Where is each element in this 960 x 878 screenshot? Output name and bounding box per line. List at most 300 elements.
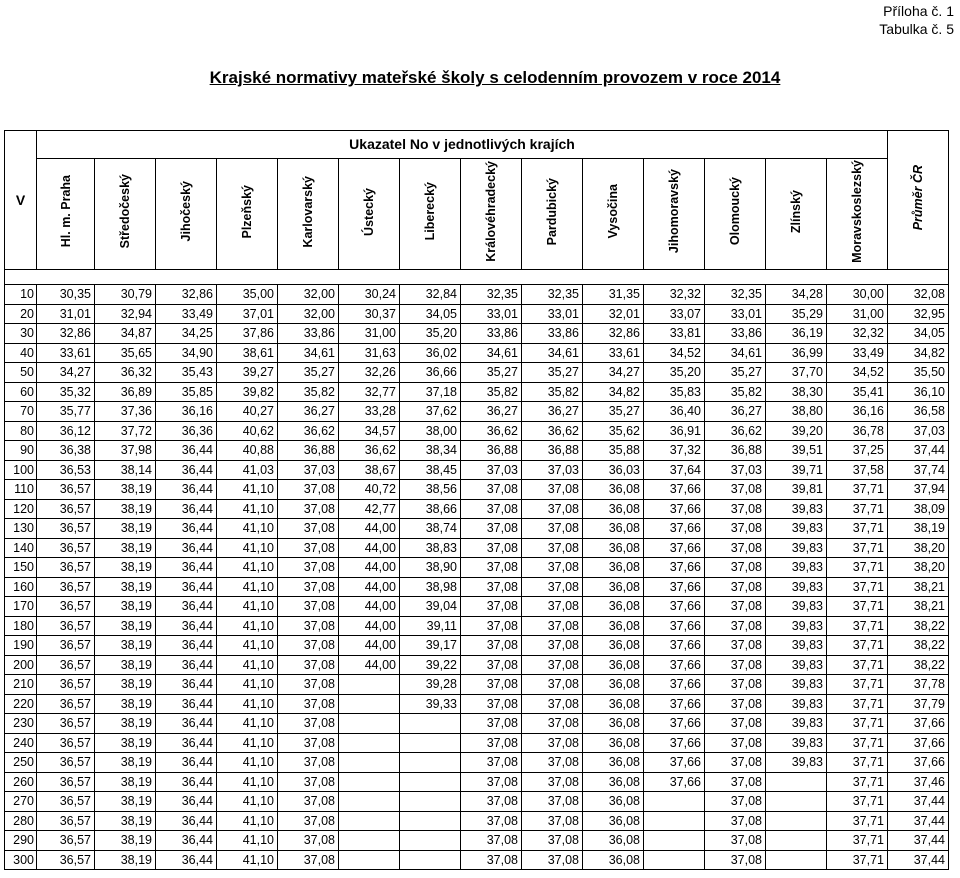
- table-cell: 36,44: [156, 636, 217, 656]
- table-cell: 37,08: [278, 519, 339, 539]
- table-cell: 34,61: [705, 343, 766, 363]
- table-cell: 35,29: [766, 304, 827, 324]
- table-cell: 35,41: [827, 382, 888, 402]
- spacer-cell: [644, 270, 705, 285]
- table-cell: [339, 772, 400, 792]
- table-cell: 37,71: [827, 850, 888, 870]
- table-cell: 39,81: [766, 480, 827, 500]
- table-cell: 36,44: [156, 733, 217, 753]
- table-cell: 37,71: [827, 577, 888, 597]
- table-cell: 36,88: [522, 441, 583, 461]
- table-cell: 36,57: [37, 733, 95, 753]
- table-cell: 36,44: [156, 772, 217, 792]
- table-cell: 37,08: [278, 831, 339, 851]
- table-cell: 37,08: [461, 753, 522, 773]
- table-cell: 36,44: [156, 850, 217, 870]
- v-value-cell: 20: [5, 304, 37, 324]
- table-cell: 39,33: [400, 694, 461, 714]
- table-cell: 38,61: [217, 343, 278, 363]
- table-cell: 39,83: [766, 538, 827, 558]
- table-cell: 34,28: [766, 285, 827, 305]
- table-cell: 36,08: [583, 616, 644, 636]
- table-cell: 37,08: [522, 655, 583, 675]
- table-cell: 37,08: [705, 850, 766, 870]
- table-cell: 32,86: [37, 324, 95, 344]
- table-cell: 35,65: [95, 343, 156, 363]
- table-cell: 36,08: [583, 811, 644, 831]
- table-cell: 37,71: [827, 655, 888, 675]
- table-cell: 36,78: [827, 421, 888, 441]
- table-cell: 37,03: [278, 460, 339, 480]
- table-cell: 38,19: [95, 714, 156, 734]
- table-cell: 32,08: [888, 285, 949, 305]
- table-cell: 39,11: [400, 616, 461, 636]
- table-cell: 37,79: [888, 694, 949, 714]
- table-cell: 37,66: [644, 519, 705, 539]
- v-value-cell: 300: [5, 850, 37, 870]
- table-cell: 36,53: [37, 460, 95, 480]
- table-row: [5, 811, 949, 831]
- table-cell: 34,05: [888, 324, 949, 344]
- attachment-label: [879, 2, 954, 38]
- table-cell: 38,66: [400, 499, 461, 519]
- table-cell: 38,56: [400, 480, 461, 500]
- column-header: [583, 159, 644, 270]
- table-cell: 41,10: [217, 616, 278, 636]
- table-cell: 39,83: [766, 655, 827, 675]
- table-cell: 39,83: [766, 675, 827, 695]
- table-cell: 36,08: [583, 538, 644, 558]
- column-header-label: Liberecký: [423, 182, 437, 241]
- table-cell: 33,01: [522, 304, 583, 324]
- table-cell: 34,05: [400, 304, 461, 324]
- table-cell: 37,08: [461, 811, 522, 831]
- table-cell: 37,08: [705, 792, 766, 812]
- table-cell: 41,10: [217, 714, 278, 734]
- v-value-cell: 80: [5, 421, 37, 441]
- table-cell: 34,52: [827, 363, 888, 383]
- table-cell: 36,44: [156, 558, 217, 578]
- table-row: [5, 831, 949, 851]
- table-cell: 38,19: [95, 519, 156, 539]
- table-cell: [644, 850, 705, 870]
- table-cell: 37,62: [400, 402, 461, 422]
- table-cell: 35,77: [37, 402, 95, 422]
- table-cell: 37,98: [95, 441, 156, 461]
- v-value-cell: 110: [5, 480, 37, 500]
- table-row: [5, 460, 949, 480]
- v-value-cell: 230: [5, 714, 37, 734]
- table-cell: [400, 850, 461, 870]
- table-cell: 36,57: [37, 831, 95, 851]
- table-cell: [400, 792, 461, 812]
- table-cell: 37,44: [888, 792, 949, 812]
- table-cell: 37,08: [522, 714, 583, 734]
- table-cell: 34,27: [37, 363, 95, 383]
- table-cell: 38,20: [888, 538, 949, 558]
- table-cell: [766, 792, 827, 812]
- v-value-cell: 150: [5, 558, 37, 578]
- table-cell: 37,08: [522, 480, 583, 500]
- table-cell: 37,08: [522, 772, 583, 792]
- table-cell: 37,66: [644, 616, 705, 636]
- table-cell: 41,10: [217, 811, 278, 831]
- table-row: [5, 675, 949, 695]
- group-header: Ukazatel No v jednotlivých krajích: [37, 131, 888, 159]
- table-cell: 37,66: [644, 558, 705, 578]
- table-row: [5, 421, 949, 441]
- table-cell: 37,08: [522, 597, 583, 617]
- v-value-cell: 140: [5, 538, 37, 558]
- table-cell: 37,66: [644, 753, 705, 773]
- table-cell: 37,71: [827, 694, 888, 714]
- table-cell: 39,83: [766, 753, 827, 773]
- table-cell: 37,71: [827, 616, 888, 636]
- table-cell: 36,57: [37, 655, 95, 675]
- table-cell: 36,57: [37, 753, 95, 773]
- table-cell: 36,19: [766, 324, 827, 344]
- table-cell: 37,36: [95, 402, 156, 422]
- table-number: Tabulka č. 5: [879, 21, 954, 37]
- table-cell: 32,32: [827, 324, 888, 344]
- table-row: [5, 363, 949, 383]
- table-cell: 36,58: [888, 402, 949, 422]
- table-cell: 37,08: [278, 772, 339, 792]
- table-cell: 37,70: [766, 363, 827, 383]
- column-header: [522, 159, 583, 270]
- table-cell: 41,10: [217, 831, 278, 851]
- table-cell: 36,44: [156, 811, 217, 831]
- table-cell: 37,64: [644, 460, 705, 480]
- column-header: [217, 159, 278, 270]
- table-cell: 38,19: [95, 558, 156, 578]
- table-cell: 36,08: [583, 714, 644, 734]
- table-cell: 36,08: [583, 772, 644, 792]
- column-header-label: Olomoucký: [728, 177, 742, 246]
- v-value-cell: 270: [5, 792, 37, 812]
- table-cell: 38,21: [888, 597, 949, 617]
- table-cell: 37,08: [522, 811, 583, 831]
- table-cell: 36,44: [156, 538, 217, 558]
- table-cell: 38,67: [339, 460, 400, 480]
- table-cell: 37,08: [522, 519, 583, 539]
- table-cell: [400, 753, 461, 773]
- table-row: [5, 304, 949, 324]
- v-value-cell: 190: [5, 636, 37, 656]
- table-cell: 36,08: [583, 792, 644, 812]
- table-cell: [644, 831, 705, 851]
- table-cell: 34,61: [278, 343, 339, 363]
- table-cell: 36,62: [705, 421, 766, 441]
- column-header-label: Zlínský: [789, 189, 803, 234]
- table-cell: 37,94: [888, 480, 949, 500]
- table-cell: 36,66: [400, 363, 461, 383]
- table-cell: 32,35: [522, 285, 583, 305]
- table-cell: 39,83: [766, 499, 827, 519]
- v-value-cell: 200: [5, 655, 37, 675]
- table-cell: 41,10: [217, 519, 278, 539]
- table-cell: 36,08: [583, 597, 644, 617]
- table-cell: 38,19: [95, 831, 156, 851]
- table-cell: 37,03: [461, 460, 522, 480]
- column-header-label: Hl. m. Praha: [58, 175, 73, 248]
- table-cell: 34,61: [522, 343, 583, 363]
- table-cell: 40,88: [217, 441, 278, 461]
- table-cell: 37,66: [644, 577, 705, 597]
- table-cell: 35,88: [583, 441, 644, 461]
- table-cell: 30,35: [37, 285, 95, 305]
- v-value-cell: 70: [5, 402, 37, 422]
- table-cell: 41,10: [217, 538, 278, 558]
- table-cell: 36,88: [705, 441, 766, 461]
- table-cell: 33,49: [156, 304, 217, 324]
- table-cell: 36,57: [37, 519, 95, 539]
- table-cell: 38,20: [888, 558, 949, 578]
- table-cell: 36,57: [37, 714, 95, 734]
- spacer-cell: [827, 270, 888, 285]
- table-cell: 32,32: [644, 285, 705, 305]
- table-cell: 36,44: [156, 519, 217, 539]
- table-cell: 41,10: [217, 577, 278, 597]
- table-cell: 36,12: [37, 421, 95, 441]
- v-value-cell: 260: [5, 772, 37, 792]
- table-cell: 36,16: [156, 402, 217, 422]
- table-cell: 37,08: [278, 499, 339, 519]
- table-cell: 36,08: [583, 694, 644, 714]
- table-cell: 40,72: [339, 480, 400, 500]
- table-cell: 39,04: [400, 597, 461, 617]
- table-cell: 36,99: [766, 343, 827, 363]
- table-cell: 36,08: [583, 831, 644, 851]
- table-cell: 39,83: [766, 694, 827, 714]
- table-cell: 36,57: [37, 480, 95, 500]
- table-cell: 38,14: [95, 460, 156, 480]
- v-value-cell: 240: [5, 733, 37, 753]
- table-cell: [339, 811, 400, 831]
- table-cell: 41,10: [217, 636, 278, 656]
- table-cell: 41,10: [217, 694, 278, 714]
- column-header-label: Průměr ČR: [911, 164, 925, 231]
- table-cell: 37,71: [827, 519, 888, 539]
- table-cell: 32,94: [95, 304, 156, 324]
- table-cell: 41,10: [217, 675, 278, 695]
- table-cell: 36,62: [278, 421, 339, 441]
- table-cell: 37,32: [644, 441, 705, 461]
- column-header: [644, 159, 705, 270]
- table-cell: 35,43: [156, 363, 217, 383]
- table-cell: 37,08: [278, 597, 339, 617]
- table-cell: 30,24: [339, 285, 400, 305]
- table-cell: 44,00: [339, 577, 400, 597]
- table-cell: [644, 792, 705, 812]
- table-cell: 35,27: [705, 363, 766, 383]
- table-cell: 41,10: [217, 597, 278, 617]
- table-cell: 36,57: [37, 772, 95, 792]
- spacer-cell: [583, 270, 644, 285]
- spacer-cell: [95, 270, 156, 285]
- table-cell: 36,08: [583, 519, 644, 539]
- table-cell: 38,45: [400, 460, 461, 480]
- table-cell: 37,03: [705, 460, 766, 480]
- table-cell: 36,57: [37, 538, 95, 558]
- table-cell: 38,90: [400, 558, 461, 578]
- table-cell: 37,08: [705, 597, 766, 617]
- table-row: [5, 714, 949, 734]
- table-cell: 34,82: [888, 343, 949, 363]
- table-cell: 38,19: [95, 597, 156, 617]
- table-cell: 37,03: [888, 421, 949, 441]
- table-cell: [400, 811, 461, 831]
- table-row: [5, 597, 949, 617]
- table-cell: 37,44: [888, 811, 949, 831]
- table-cell: 39,22: [400, 655, 461, 675]
- table-cell: 37,08: [705, 753, 766, 773]
- v-value-cell: 250: [5, 753, 37, 773]
- column-header: [766, 159, 827, 270]
- table-cell: 36,88: [461, 441, 522, 461]
- table-cell: 35,27: [278, 363, 339, 383]
- table-cell: [766, 850, 827, 870]
- table-cell: 32,00: [278, 304, 339, 324]
- table-cell: 37,08: [461, 733, 522, 753]
- table-cell: 41,10: [217, 558, 278, 578]
- table-cell: 37,66: [888, 753, 949, 773]
- table-cell: 37,08: [461, 714, 522, 734]
- table-cell: 41,10: [217, 733, 278, 753]
- table-cell: 36,08: [583, 850, 644, 870]
- table-cell: 37,08: [461, 577, 522, 597]
- table-cell: 36,57: [37, 811, 95, 831]
- table-cell: 37,66: [888, 733, 949, 753]
- table-cell: 38,30: [766, 382, 827, 402]
- table-cell: 36,03: [583, 460, 644, 480]
- table-cell: 38,19: [95, 753, 156, 773]
- table-cell: 38,19: [888, 519, 949, 539]
- table-row: [5, 753, 949, 773]
- table-cell: 39,51: [766, 441, 827, 461]
- table-cell: 44,00: [339, 616, 400, 636]
- table-cell: 35,83: [644, 382, 705, 402]
- table-cell: 36,57: [37, 636, 95, 656]
- table-cell: 41,10: [217, 792, 278, 812]
- table-cell: 39,83: [766, 616, 827, 636]
- table-cell: 36,44: [156, 597, 217, 617]
- table-cell: 37,08: [278, 850, 339, 870]
- table-cell: 37,08: [461, 850, 522, 870]
- table-cell: 39,83: [766, 636, 827, 656]
- table-cell: 36,27: [278, 402, 339, 422]
- table-cell: 32,35: [461, 285, 522, 305]
- table-cell: 37,25: [827, 441, 888, 461]
- table-cell: 36,27: [461, 402, 522, 422]
- table-cell: 38,34: [400, 441, 461, 461]
- table-cell: 37,08: [278, 811, 339, 831]
- v-header: V: [5, 131, 37, 270]
- table-cell: 36,08: [583, 733, 644, 753]
- column-header-label: Královéhradecký: [484, 161, 498, 262]
- v-value-cell: 90: [5, 441, 37, 461]
- average-header: [888, 131, 949, 270]
- table-cell: 37,08: [278, 655, 339, 675]
- table-cell: 37,08: [522, 792, 583, 812]
- table-cell: 33,61: [583, 343, 644, 363]
- table-row: [5, 772, 949, 792]
- table-cell: 37,08: [278, 538, 339, 558]
- table-cell: 37,46: [888, 772, 949, 792]
- table-cell: 37,08: [461, 636, 522, 656]
- v-value-cell: 50: [5, 363, 37, 383]
- spacer-cell: [278, 270, 339, 285]
- table-cell: 35,27: [461, 363, 522, 383]
- column-header-label: Karlovarský: [301, 175, 315, 248]
- table-cell: 41,10: [217, 850, 278, 870]
- table-cell: 36,10: [888, 382, 949, 402]
- table-cell: 37,71: [827, 772, 888, 792]
- spacer-row: [5, 270, 949, 285]
- table-cell: 32,77: [339, 382, 400, 402]
- table-cell: 37,08: [705, 655, 766, 675]
- table-cell: 37,44: [888, 850, 949, 870]
- table-cell: 38,19: [95, 694, 156, 714]
- table-cell: 36,44: [156, 499, 217, 519]
- table-cell: [400, 733, 461, 753]
- v-value-cell: 60: [5, 382, 37, 402]
- table-row: [5, 382, 949, 402]
- table-cell: [766, 772, 827, 792]
- table-cell: 37,08: [522, 733, 583, 753]
- table-cell: 37,08: [522, 694, 583, 714]
- table-cell: 36,57: [37, 597, 95, 617]
- table-cell: 36,36: [156, 421, 217, 441]
- table-cell: 37,66: [644, 714, 705, 734]
- table-cell: 36,08: [583, 675, 644, 695]
- table-cell: 36,27: [522, 402, 583, 422]
- table-cell: 37,08: [705, 538, 766, 558]
- table-cell: 37,18: [400, 382, 461, 402]
- column-header: [37, 159, 95, 270]
- table-cell: [644, 811, 705, 831]
- table-row: [5, 792, 949, 812]
- table-cell: 38,19: [95, 772, 156, 792]
- table-cell: 36,91: [644, 421, 705, 441]
- normatives-table: [4, 130, 949, 870]
- table-cell: 38,00: [400, 421, 461, 441]
- table-cell: 37,08: [705, 675, 766, 695]
- table-cell: 36,44: [156, 441, 217, 461]
- table-cell: 35,85: [156, 382, 217, 402]
- table-row: [5, 850, 949, 870]
- table-cell: 36,88: [278, 441, 339, 461]
- table-cell: 36,44: [156, 675, 217, 695]
- table-cell: 33,61: [37, 343, 95, 363]
- table-cell: 36,89: [95, 382, 156, 402]
- table-cell: 39,83: [766, 558, 827, 578]
- table-cell: 37,08: [461, 519, 522, 539]
- table-cell: [339, 850, 400, 870]
- table-cell: 33,07: [644, 304, 705, 324]
- table-cell: 30,79: [95, 285, 156, 305]
- v-value-cell: 180: [5, 616, 37, 636]
- table-cell: 34,57: [339, 421, 400, 441]
- column-header-label: Jihočeský: [179, 181, 193, 242]
- table-row: [5, 616, 949, 636]
- column-header: [156, 159, 217, 270]
- attachment-number: Příloha č. 1: [883, 3, 954, 19]
- table-cell: 37,66: [644, 772, 705, 792]
- table-cell: 38,21: [888, 577, 949, 597]
- table-row: [5, 441, 949, 461]
- table-cell: 37,71: [827, 480, 888, 500]
